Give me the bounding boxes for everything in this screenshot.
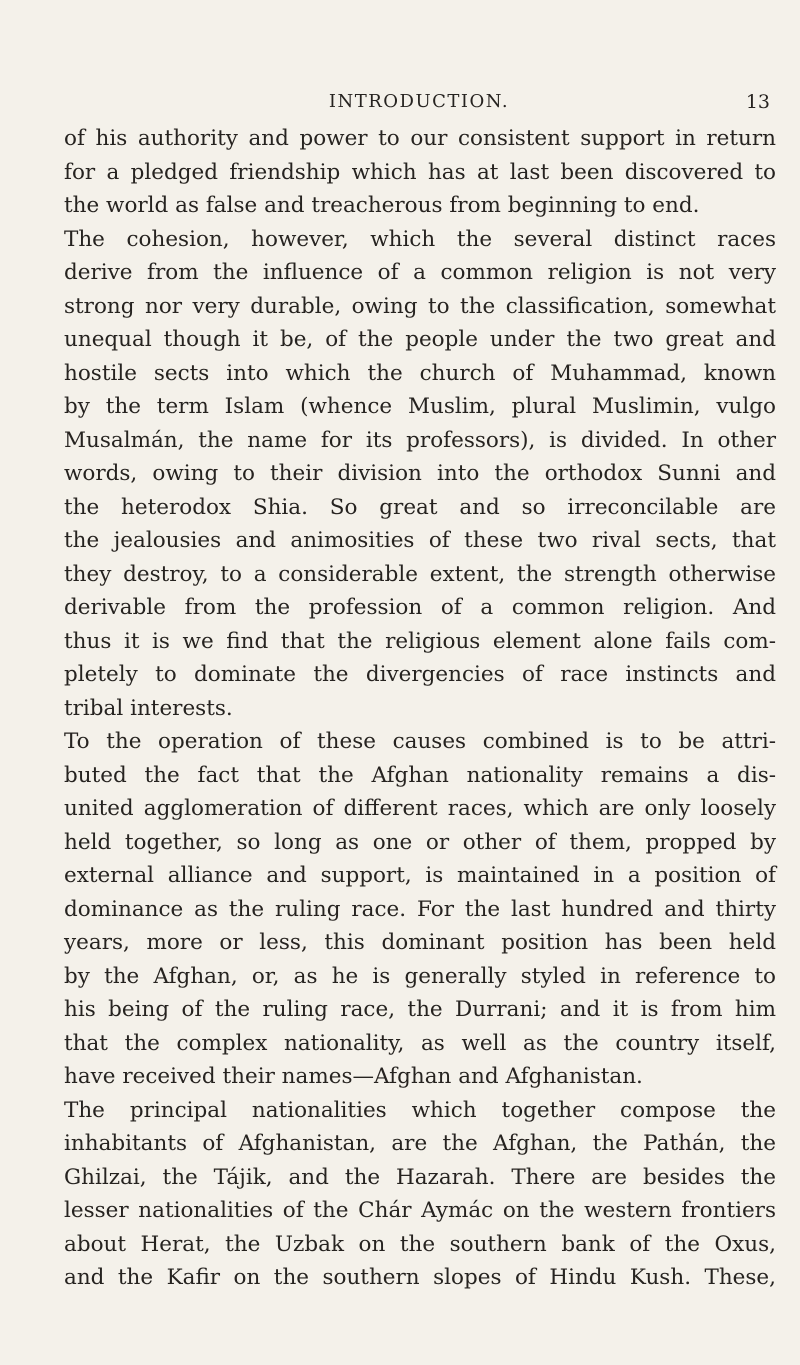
text-line: thus it is we find that the religious element alone fails com- <box>64 628 776 654</box>
running-header <box>64 77 774 117</box>
text-line: derivable from the profession of a common religion. And <box>64 595 776 620</box>
text-line: Musalmán, the name for its professors), is divided. In other <box>64 427 776 453</box>
text-line: Ghilzai, the Tájik, and the Hazarah. There are besides the <box>64 1164 776 1190</box>
text-line: dominance as the ruling race. For the last hundred and thirty <box>64 896 776 922</box>
text-line: held together, so long as one or other of them, propped by <box>64 829 776 855</box>
page-number: 13 <box>745 91 770 113</box>
text-line: tribal interests. <box>64 695 233 721</box>
text-line: lesser nationalities of the Chár Aymác on the western frontiers <box>64 1198 776 1223</box>
text-line: about Herat, the Uzbak on the southern bank of the Oxus, <box>64 1231 776 1257</box>
text-line: To the operation of these causes combined is to be attri- <box>64 729 776 754</box>
text-line: by the Afghan, or, as he is generally styled in reference to <box>64 963 776 989</box>
text-line: The cohesion, however, which the several distinct races <box>64 226 776 252</box>
text-line: of his authority and power to our consistent support in return <box>64 126 776 151</box>
text-line: the heterodox Shia. So great and so irreconcilable are <box>64 494 776 520</box>
text-line: derive from the influence of a common religion is not very <box>64 260 776 285</box>
text-line: and the Kafir on the southern slopes of Hindu Kush. These, <box>64 1265 776 1290</box>
text-line: his being of the ruling race, the Durrani; and it is from him <box>64 997 776 1022</box>
body-text <box>64 122 776 1295</box>
text-line: external alliance and support, is maintained in a position of <box>64 863 776 888</box>
text-line: inhabitants of Afghanistan, are the Afghan, the Pathán, the <box>64 1131 776 1156</box>
text-line: by the term Islam (whence Muslim, plural Muslimin, vulgo <box>64 394 776 419</box>
text-line: have received their names—Afghan and Afghanistan. <box>64 1064 643 1089</box>
text-line: The principal nationalities which together compose the <box>64 1097 776 1123</box>
text-line: years, more or less, this dominant position has been held <box>64 930 776 955</box>
text-line: for a pledged friendship which has at last been discovered to <box>64 159 776 185</box>
text-line: strong nor very durable, owing to the classification, somewhat <box>64 293 776 319</box>
text-line: buted the fact that the Afghan nationality remains a dis- <box>64 762 776 788</box>
text-line: pletely to dominate the divergencies of race instincts and <box>64 662 776 687</box>
text-line: that the complex nationality, as well as the country itself, <box>64 1030 776 1056</box>
text-line: they destroy, to a considerable extent, the strength otherwise <box>64 561 776 587</box>
chapter-title: INTRODUCTION. <box>328 91 510 112</box>
text-line: words, owing to their division into the orthodox Sunni and <box>64 461 776 486</box>
text-line: hostile sects into which the church of Muhammad, known <box>64 360 776 386</box>
text-line: united agglomeration of different races, which are only loosely <box>64 796 776 821</box>
text-line: the jealousies and animosities of these two rival sects, that <box>64 528 776 553</box>
text-line: unequal though it be, of the people under the two great and <box>64 327 776 352</box>
text-line: the world as false and treacherous from beginning to end. <box>64 193 700 218</box>
